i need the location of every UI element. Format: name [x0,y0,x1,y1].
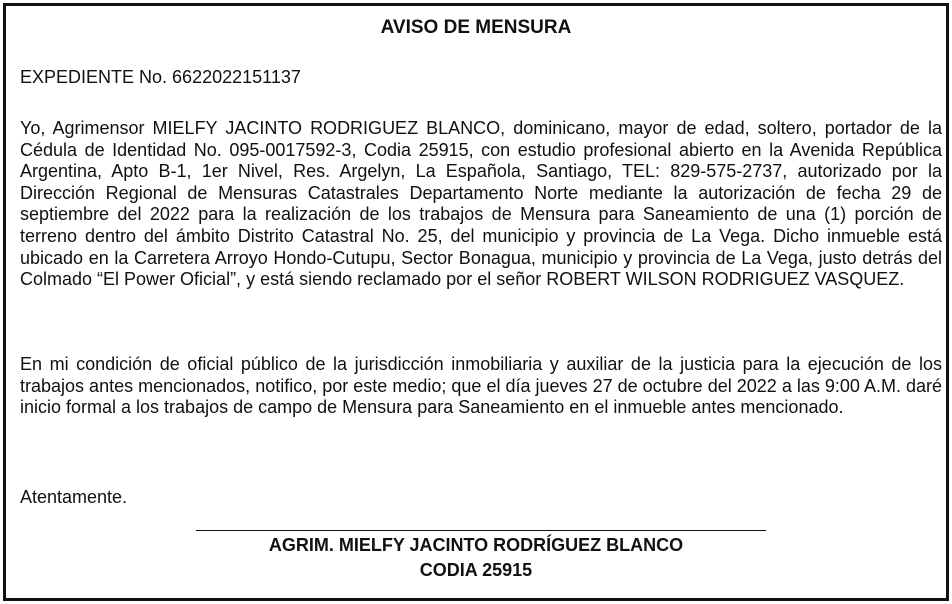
signature-codia: CODIA 25915 [419,560,533,580]
closing-text: Atentamente. [20,487,128,507]
signature-name: AGRIM. MIELFY JACINTO RODRÍGUEZ BLANCO [268,535,684,555]
expediente-number: EXPEDIENTE No. 6622022151137 [20,67,301,87]
notice-title: AVISO DE MENSURA [380,17,572,38]
body-paragraph-1: Yo, Agrimensor MIELFY JACINTO RODRIGUEZ BLANCO, dominicano, mayor de edad, soltero, portador de la Cédula de Identidad No. 095-0017592-3, Codia 25915, con estudio profesional abierto en la Avenida República Argentina, Apto B-1, 1er Nivel, Res. Argelyn, La Española, Santiago, TEL: 829-575-2737, autorizado por la Dirección Regional de Mensuras Catastrales Departamento Norte mediante la autorización de fecha 29 de septiembre del 2022 para la realización de los trabajos de Mensura para Saneamiento de una (1) porción de terreno dentro del ámbito Distrito Catastral No. 25, del municipio y provincia de La Vega. Dicho inmueble está ubicado en la Carretera Arroyo Hondo-Cutupu, Sector Bonagua, municipio y provincia de La Vega, justo detrás del Colmado “El Power Oficial”, y está siendo reclamado por el señor ROBERT WILSON RODRIGUEZ VASQUEZ. [20,118,942,290]
signature-line [196,530,766,531]
notice-box [3,3,949,601]
body-paragraph-2: En mi condición de oficial público de la jurisdicción inmobiliaria y auxiliar de la justicia para la ejecución de los trabajos antes mencionados, notifico, por este medio; que el día jueves 27 de octubre del 2022 a las 9:00 A.M. daré inicio formal a los trabajos de campo de Mensura para Saneamiento en el inmueble antes mencionado. [20,354,942,418]
